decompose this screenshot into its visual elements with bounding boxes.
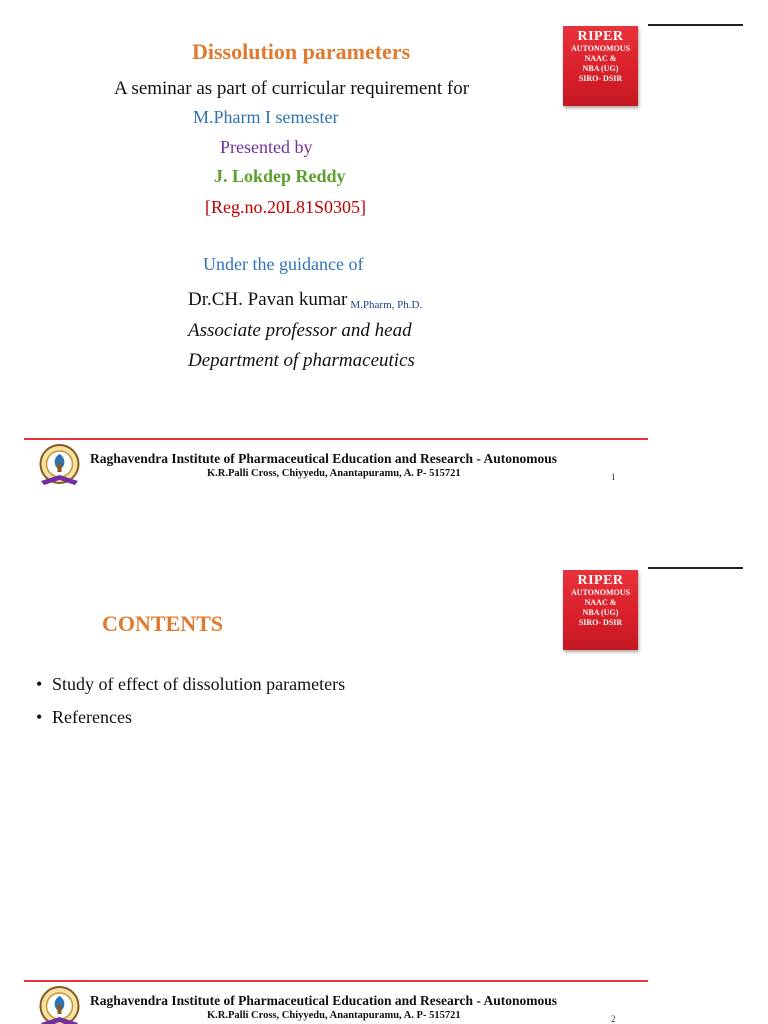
guide-name-line bbox=[188, 289, 422, 311]
slide-title: CONTENTS bbox=[102, 611, 224, 636]
list-item bbox=[36, 674, 345, 707]
slide-title: Dissolution parameters bbox=[192, 39, 411, 64]
guide-qualifications: M.Pharm, Ph.D. bbox=[350, 299, 423, 311]
badge-line: NAAC & bbox=[584, 598, 617, 607]
institute-emblem-icon bbox=[37, 443, 82, 488]
bullet-icon: • bbox=[36, 674, 43, 694]
list-item-text: Study of effect of dissolution parameters bbox=[52, 674, 346, 694]
slide-2 bbox=[0, 512, 768, 1024]
institution-name: Raghavendra Institute of Pharmaceutical Education and Research - Autonomous bbox=[90, 993, 558, 1008]
guide-role: Associate professor and head bbox=[188, 320, 412, 341]
presenter-name: J. Lokdep Reddy bbox=[214, 166, 346, 186]
badge-title: RIPER bbox=[577, 29, 624, 44]
badge-line: NAAC & bbox=[584, 54, 617, 63]
contents-list bbox=[36, 674, 345, 740]
bullet-icon: • bbox=[36, 707, 43, 727]
badge-line: NBA (UG) bbox=[582, 64, 619, 73]
list-item-text: References bbox=[52, 707, 132, 727]
riper-badge bbox=[563, 26, 638, 106]
badge-line: AUTONOMOUS bbox=[571, 588, 630, 597]
top-rule bbox=[648, 24, 743, 26]
presented-by-label: Presented by bbox=[220, 137, 313, 157]
top-rule bbox=[648, 567, 743, 569]
page-number: 2 bbox=[611, 1014, 616, 1024]
badge-line: NBA (UG) bbox=[582, 608, 619, 617]
institution-name: Raghavendra Institute of Pharmaceutical Education and Research - Autonomous bbox=[90, 451, 558, 466]
seminar-subtitle: A seminar as part of curricular requirement for bbox=[114, 78, 470, 99]
badge-line: AUTONOMOUS bbox=[571, 44, 630, 53]
guidance-label: Under the guidance of bbox=[203, 254, 364, 274]
footer-divider bbox=[24, 438, 648, 440]
badge-title: RIPER bbox=[577, 573, 624, 588]
institute-emblem-icon bbox=[37, 985, 82, 1024]
badge-line: SIRO- DSIR bbox=[578, 74, 623, 83]
institution-address: K.R.Palli Cross, Chiyyedu, Anantapuramu, A. P- 515721 bbox=[207, 1010, 461, 1021]
riper-badge bbox=[563, 570, 638, 650]
registration-number: [Reg.no.20L81S0305] bbox=[205, 197, 366, 217]
page-number: 1 bbox=[611, 472, 616, 482]
footer-divider bbox=[24, 980, 648, 982]
institution-address: K.R.Palli Cross, Chiyyedu, Anantapuramu, A. P- 515721 bbox=[207, 468, 461, 479]
guide-name: Dr.CH. Pavan kumar bbox=[188, 289, 348, 310]
guide-department: Department of pharmaceutics bbox=[188, 350, 415, 371]
program-label: M.Pharm I semester bbox=[193, 107, 339, 127]
list-item bbox=[36, 707, 345, 740]
badge-line: SIRO- DSIR bbox=[578, 618, 623, 627]
